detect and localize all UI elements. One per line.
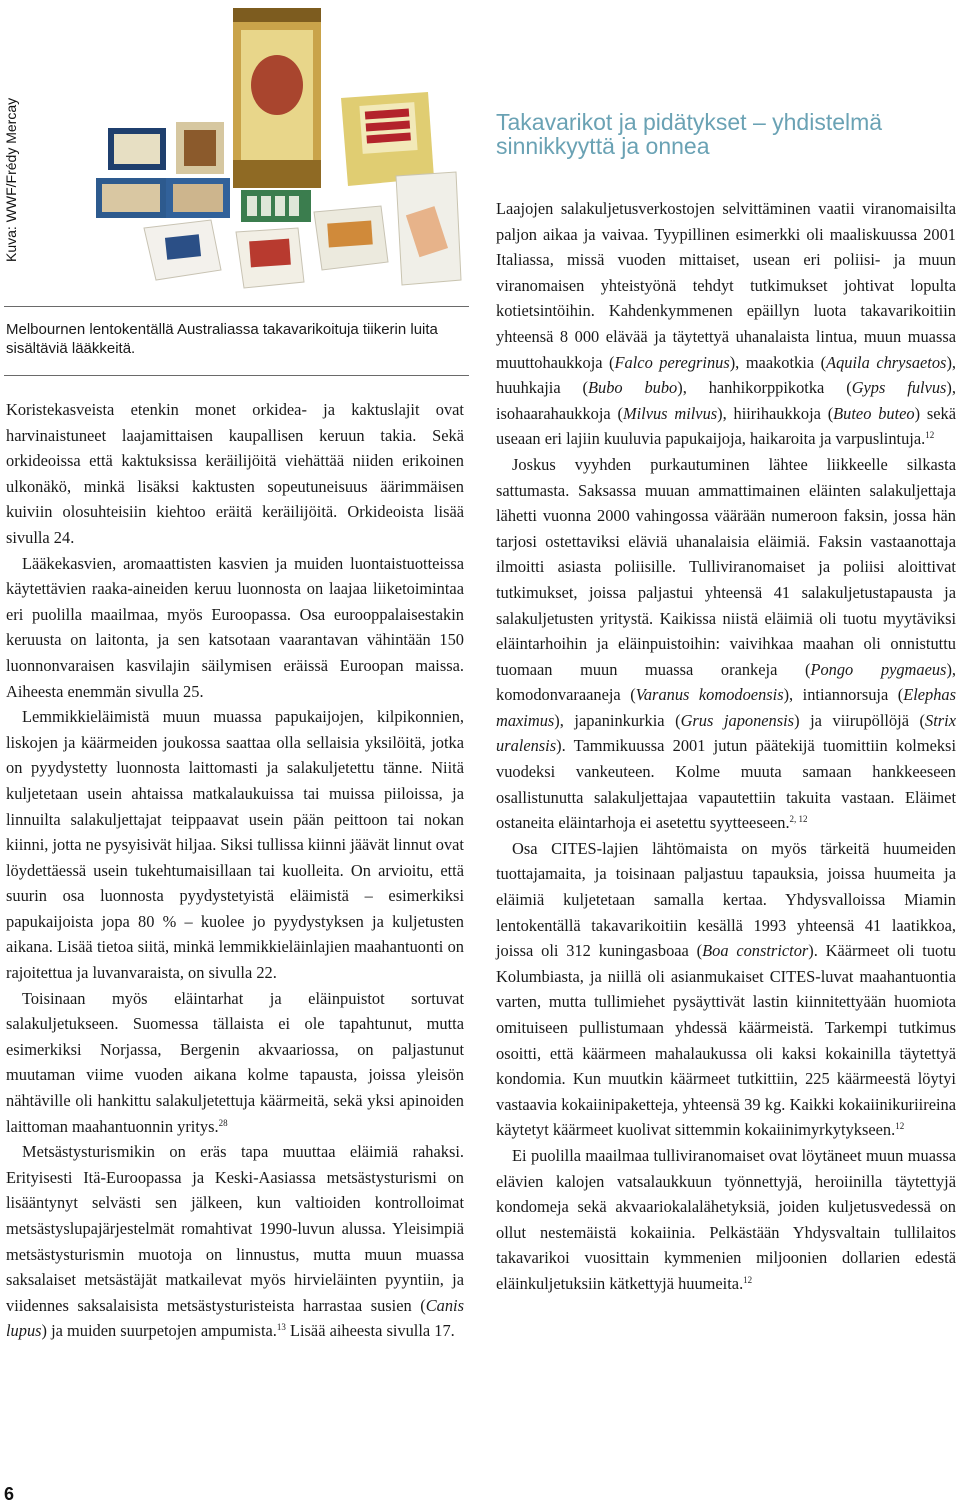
body-paragraph bbox=[496, 452, 956, 836]
blister-pack-illustration bbox=[241, 190, 311, 222]
paragraph-text: Ei puolilla maailmaa tulliviranomaiset ovat löytäneet muun muassa elävien kalojen vatsalaukkuun työnnettyjä, heroiinilla täytettyjä kondomeja sekä akvaariokalalähetyksiä, joiden kuljetusvedessä on ollut nestemäistä kokaiinia. Pelkästään Yhdysvaltain tullilaitos takavarikoi vuosittain kymmenien miljoonien dollarien edestä eläinkuljetuksiin kätkettyjä huumeita. bbox=[496, 1145, 956, 1293]
section-heading-line-2: sinnikkyyttä ja onnea bbox=[496, 133, 710, 159]
species-name: Grus japonensis bbox=[680, 710, 795, 730]
paragraph-text: ), maakotkia ( bbox=[729, 352, 827, 372]
right-text-column bbox=[496, 196, 956, 1297]
photo-caption: Melbournen lentokentällä Australiassa takavarikoituja tiikerin luita sisältäviä lääkkeitä. bbox=[6, 321, 438, 357]
paragraph-text: Lääkekasvien, aromaattisten kasvien ja muiden luontaistuotteissa käytettävien raaka-aineiden keruu luonnosta on laajaa liiketoimintaa eri puolilla maailmaa, myös Euroopassa. Osa eurooppalaisestakin keruusta on laitonta, ja sen katsotaan vaarantavan vähintään 150 luonnonvaraisen kasvilajin säilymisen eräissä Euroopan maissa. Aiheesta enemmän sivulla 25. bbox=[6, 553, 464, 701]
reference-number: 13 bbox=[276, 1322, 286, 1333]
body-paragraph bbox=[496, 196, 956, 452]
paragraph-text: ), hiirihaukkoja ( bbox=[717, 403, 834, 423]
species-name: Elephas maximus bbox=[496, 685, 956, 730]
species-name: Strix uralensis bbox=[496, 710, 956, 756]
species-name: Buteo buteo bbox=[833, 403, 915, 423]
photo-credit: Kuva: WWF/Frédy Mercay bbox=[3, 97, 19, 262]
reference-number: 12 bbox=[895, 1121, 905, 1132]
body-paragraph bbox=[6, 1139, 464, 1344]
species-name: Bubo bubo bbox=[587, 378, 678, 398]
paragraph-text: ), intiannorsuja ( bbox=[783, 685, 904, 705]
paragraph-text: Lisää aiheesta sivulla 17. bbox=[285, 1321, 455, 1341]
body-paragraph bbox=[6, 397, 464, 551]
reference-number: 28 bbox=[218, 1117, 228, 1128]
left-text-column bbox=[6, 397, 464, 1344]
section-heading-line-1: Takavarikot ja pidätykset – yhdistelmä bbox=[496, 109, 883, 135]
paragraph-text: ), hanhikorppikotka ( bbox=[677, 378, 852, 398]
page-number: 6 bbox=[4, 1484, 15, 1504]
cylinder-tin-illustration bbox=[233, 8, 321, 188]
paragraph-text: ), komodonvaraaneja ( bbox=[496, 659, 956, 705]
paragraph-text: Laajojen salakuljetusverkostojen selvittäminen vaatii viranomaisilta paljon aikaa ja vaivaa. Tyypillinen esimerkki oli maaliskuussa 2001 Italiassa, missä vuoden mittaiset, usean eri poliisi- ja muun viranomaisen yhteistyönä tehdyt tutkimukset johtivat lopulta kotietsintöihin. Kahdenkymmenen epäillyn luota takavarikoitiin yhteensä 8 000 elävää ja täytettyä uhanalaista lintua, muun muassa muuttohaukkoja ( bbox=[496, 199, 956, 372]
reference-number: 12 bbox=[925, 430, 935, 441]
species-name: Aquila chrysaetos bbox=[826, 352, 947, 372]
paragraph-text: Joskus vyyhden purkautuminen lähtee liikkeelle silkasta sattumasta. Saksassa muuan ammattimainen eläinten salakuljettaja lähetti vuonna 2000 vahingossa väärään numeroon faksin, jossa hän tarjosi ostettaviksi eläviä uhanalaisia eläimiä. Faksin vastaanottaja ilmoitti asiasta poliisille. Tulliviranomaiset ja poliisi aloittivat tutkimukset, joissa paljastui yhteensä 41 salakuljetustapausta ja salakuljetusten yritystä. Kaikissa niistä eläimiä oli tuotu myytäviksi eläintarhoihin ja eläinpuistoihin: vaivihkaa maahan oli onnistuttu tuomaan muun muassa orankeja ( bbox=[496, 454, 956, 679]
paragraph-text: Metsästysturismikin on eräs tapa muuttaa eläimiä rahaksi. Erityisesti Itä-Euroopassa ja Keski-Aasiassa metsästysturismi on lisääntynyt selvästi sen jälkeen, kun valtioiden kontrolloimat metsästyslupajärjestelmät romahtivat 1990-luvun alussa. Yleisimpiä metsästysturismin muotoja on linnustus, mutta muun muassa saksalaiset metsästäjät matkailevat myös hirvieläinten pyyntiin, ja viidennes saksalaisista metsästysturisteista harrastaa susien ( bbox=[6, 1142, 464, 1315]
species-name: Gyps fulvus bbox=[851, 378, 947, 398]
species-name: Varanus komodoensis bbox=[635, 685, 784, 705]
paragraph-text: ) ja viirupöllöjä ( bbox=[794, 710, 926, 730]
body-paragraph bbox=[6, 986, 464, 1140]
body-paragraph bbox=[6, 704, 464, 986]
species-name: Milvus milvus bbox=[622, 403, 718, 423]
species-name: Boa constrictor bbox=[702, 941, 809, 961]
species-name: Pongo pygmaeus bbox=[810, 659, 947, 679]
section-heading bbox=[496, 110, 956, 158]
species-name: Falco peregrinus bbox=[614, 352, 730, 372]
species-name: Canis lupus bbox=[6, 1295, 464, 1341]
paragraph-text: Lemmikkieläimistä muun muassa papukaijojen, kilpikonnien, liskojen ja käärmeiden joukossa saattaa olla sellaisia yksilöitä, jotka on pyydystetty luonnosta laittomasti ja salakuljetettu tänne. Niitä kuljetetaan usein ahtaissa matkalaukuissa tai muissa piiloissa, ja linnuilta salakuljettajat teippaavat usein pään peittoon tai nokan kiinni, jotta ne pysyisivät hiljaa. Siksi tullissa kiinni jäävät linnut ovat löydettäessä usein tukehtumaisillaan tai kuolleita. On arvioitu, että suurin osa luonnosta pyydystetyistä eläimistä – esimerkiksi papukaijoista jopa 80 % – kuolee jo pyydystyksen ja kuljetusten aikana. Lisää tietoa siitä, minkä lemmikkieläinlajien maahantuonti on rajoitettua ja luvanvaraista, on sivulla 22. bbox=[6, 707, 464, 983]
reference-number: 2, 12 bbox=[789, 814, 808, 825]
caption-rule-bottom bbox=[4, 375, 469, 376]
body-paragraph bbox=[496, 1143, 956, 1297]
body-paragraph bbox=[6, 551, 464, 705]
paragraph-text: ). Käärmeet oli tuotu Kolumbiasta, ja niillä oli asianmukaiset CITES-luvat maahantuontia varten, mutta tullimiehet pysäyttivät lastin kiinnitettyään huomiota omituiseen pullistumaan yhdessä käärmeistä. Tarkempi tutkimus osoitti, että käärmeen mahalaukussa oli kaksi kokainilla täytettyä kondomia. Kun muutkin käärmeet tutkittiin, 225 käärmeestä löytyi vastaavia kokaiinipaketteja, yhteensä 39 kg. Kaikki kokaiinikuriireina käytetyt käärmeet kuolivat sittemmin kokaiinimyrkytykseen. bbox=[496, 941, 957, 1140]
seized-medicines-photo bbox=[36, 0, 466, 300]
paragraph-text: ), isohaarahaukkoja ( bbox=[496, 378, 956, 423]
paragraph-text: Koristekasveista etenkin monet orkidea- ja kaktuslajit ovat harvinaistuneet laajamittaisen kaupallisen keruun takia. Sekä orkideoissa että kaktuksissa keräilijöitä viehättää niiden erikoinen ulkonäkö, minkä lisäksi kaktusten sopeutuneisuus äärimmäisen kuiviin olosuhteisiin kiehtoo eräitä keräilijöitä. Orkideoista lisää sivulla 24. bbox=[6, 400, 464, 547]
body-paragraph bbox=[496, 836, 956, 1143]
paragraph-text: ) ja muiden suurpetojen ampumista. bbox=[41, 1321, 277, 1341]
paragraph-text: ), huuhkajia ( bbox=[496, 352, 956, 398]
paragraph-text: ), japaninkurkia ( bbox=[554, 710, 681, 730]
paragraph-text: Osa CITES-lajien lähtömaista on myös tärkeitä huumeiden tuottajamaita, ja toisinaan paljastuu tapauksia, joissa huumeita ja eläimiä kuljetetaan samalla kertaa. Yhdysvalloissa Miamin lentokentällä takavarikoitiin kesällä 1993 yhteensä 41 laatikkoa, joissa oli 312 kuningasboaa ( bbox=[496, 838, 956, 961]
paragraph-text: Toisinaan myös eläintarhat ja eläinpuistot sortuvat salakuljetukseen. Suomessa tällaista ei ole tapahtunut, mutta esimerkiksi Norjassa, Bergenin akvaariossa, on paljastunut muutaman viime vuoden aikana kolme tapausta, joissa yleisön nähtäville oli hankittu salakuljetettuja käärmeitä, sekä yksi apinoiden laittoman maahantuonnin yritys. bbox=[6, 988, 464, 1136]
paragraph-text: ). Tammikuussa 2001 jutun päätekijä tuomittiin kolmeksi vuodeksi vankeuteen. Kolme muuta samaan hankkeeseen osallistunutta salakuljettajaa vapautettiin takuita vastaan. Eläimet ostaneita eläintarhoja ei asetettu syytteeseen. bbox=[496, 736, 956, 833]
paragraph-text: ) sekä useaan eri lajiin kuuluvia papukaijoja, haikaroita ja varpuslintuja. bbox=[496, 403, 957, 449]
small-boxes-illustration bbox=[96, 122, 230, 218]
caption-rule-top bbox=[4, 306, 469, 307]
reference-number: 12 bbox=[743, 1274, 753, 1285]
